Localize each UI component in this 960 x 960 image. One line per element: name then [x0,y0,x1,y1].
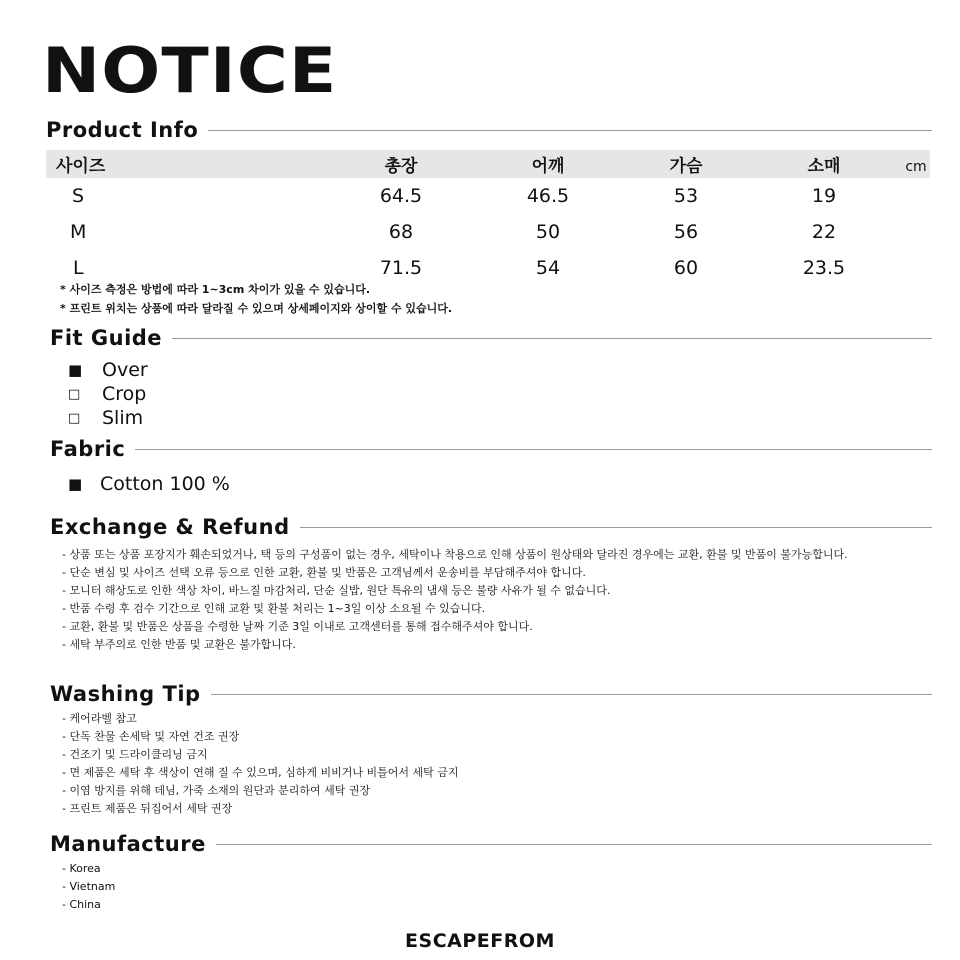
col-shoulder-header: 어깨 [531,156,565,177]
fit-option-label: Crop [102,383,147,405]
fabric-value: Cotton 100 % [100,473,230,495]
section-divider [216,844,932,845]
fit-option-over [68,358,148,382]
section-divider [300,527,932,528]
empty-square-icon: □ [68,410,81,426]
size-label: L [73,257,84,279]
fit-option-label: Over [102,359,148,381]
list-item: - 프린트 제품은 뒤집어서 세탁 권장 [62,802,233,815]
list-item: - 면 제품은 세탁 후 색상이 연해 질 수 있으며, 심하게 비비거나 비틀어서 세탁 금지 [62,766,459,779]
fit-option-label: Slim [102,407,144,429]
list-item: - 이염 방지를 위해 데님, 가죽 소재의 원단과 분리하여 세탁 권장 [62,784,371,797]
list-item: - 세탁 부주의로 인한 반품 및 교환은 불가합니다. [62,638,296,651]
list-item: - 케어라벨 참고 [62,712,137,725]
exchange-refund-list [62,546,848,654]
fit-option-crop [68,382,148,406]
list-item: - 교환, 환불 및 반품은 상품을 수령한 날짜 기준 3일 이내로 고객센터를 통해 접수해주셔야 합니다. [62,620,533,633]
list-item: - 모니터 해상도로 인한 색상 차이, 바느질 마감처리, 단순 실밥, 원단 특유의 냄새 등은 불량 사유가 될 수 없습니다. [62,584,611,597]
size-table [46,150,930,286]
manufacture-list [62,860,115,914]
washing-tip-heading: Washing Tip [50,682,201,706]
sleeve-value: 19 [811,185,837,207]
list-item: - 반품 수령 후 검수 기간으로 인해 교환 및 환불 처리는 1~3일 이상 소요될 수 있습니다. [62,602,486,615]
fabric-item [68,472,230,496]
section-divider [135,449,932,450]
col-chest-header: 가슴 [669,156,703,177]
manufacture-section-header [50,831,932,857]
shoulder-value: 50 [535,221,561,243]
list-item: - 단독 찬물 손세탁 및 자연 건조 권장 [62,730,240,743]
brand-logo: ESCAPEFROM [405,930,555,952]
list-item: - China [62,898,101,911]
exchange-refund-heading: Exchange & Refund [50,515,290,539]
exchange-refund-section-header [50,514,932,540]
empty-square-icon: □ [68,386,81,402]
list-item: - Vietnam [62,880,116,893]
length-value: 64.5 [379,185,423,207]
chest-value: 53 [673,185,699,207]
list-item: - Korea [62,862,101,875]
washing-tip-section-header [50,681,932,707]
fit-option-slim [68,406,148,430]
size-label: M [70,221,87,243]
sleeve-value: 23.5 [802,257,846,279]
size-note: * 사이즈 측정은 방법에 따라 1~3cm 차이가 있을 수 있습니다. [60,283,371,296]
col-length-header: 총장 [384,156,418,177]
manufacture-heading: Manufacture [50,832,206,856]
size-notes [60,280,452,318]
product-info-heading: Product Info [46,118,199,142]
size-table-header [46,150,930,178]
fit-guide-section-header [50,325,932,351]
list-item: - 상품 또는 상품 포장지가 훼손되었거나, 택 등의 구성품이 없는 경우, 세탁이나 착용으로 인해 상품이 원상태와 달라진 경우에는 교환, 환불 및 반품이 불가능합니다. [62,548,848,561]
list-item: - 단순 변심 및 사이즈 선택 오류 등으로 인한 교환, 환불 및 반품은 고객님께서 운송비를 부담해주셔야 합니다. [62,566,586,579]
unit-label: cm [905,159,927,176]
col-size-header: 사이즈 [56,156,106,177]
checked-square-icon: ■ [68,361,83,379]
list-item: - 건조기 및 드라이클리닝 금지 [62,748,208,761]
size-label: S [72,185,85,207]
section-divider [172,338,932,339]
page-title: NOTICE [42,34,338,107]
section-divider [208,130,932,131]
table-row [46,214,930,250]
shoulder-value: 46.5 [526,185,570,207]
fabric-section-header [50,436,932,462]
washing-tip-list [62,710,458,818]
chest-value: 56 [673,221,699,243]
col-sleeve-header: 소매 [807,156,841,177]
product-info-section-header [46,117,932,143]
sleeve-value: 22 [811,221,837,243]
shoulder-value: 54 [535,257,561,279]
length-value: 71.5 [379,257,423,279]
chest-value: 60 [673,257,699,279]
checked-square-icon: ■ [68,475,83,493]
fit-guide-heading: Fit Guide [50,326,163,350]
table-row [46,178,930,214]
fabric-heading: Fabric [50,437,126,461]
length-value: 68 [388,221,414,243]
size-note: * 프린트 위치는 상품에 따라 달라질 수 있으며 상세페이지와 상이할 수 있습니다. [60,302,453,315]
fit-guide-list [68,358,148,430]
section-divider [211,694,932,695]
